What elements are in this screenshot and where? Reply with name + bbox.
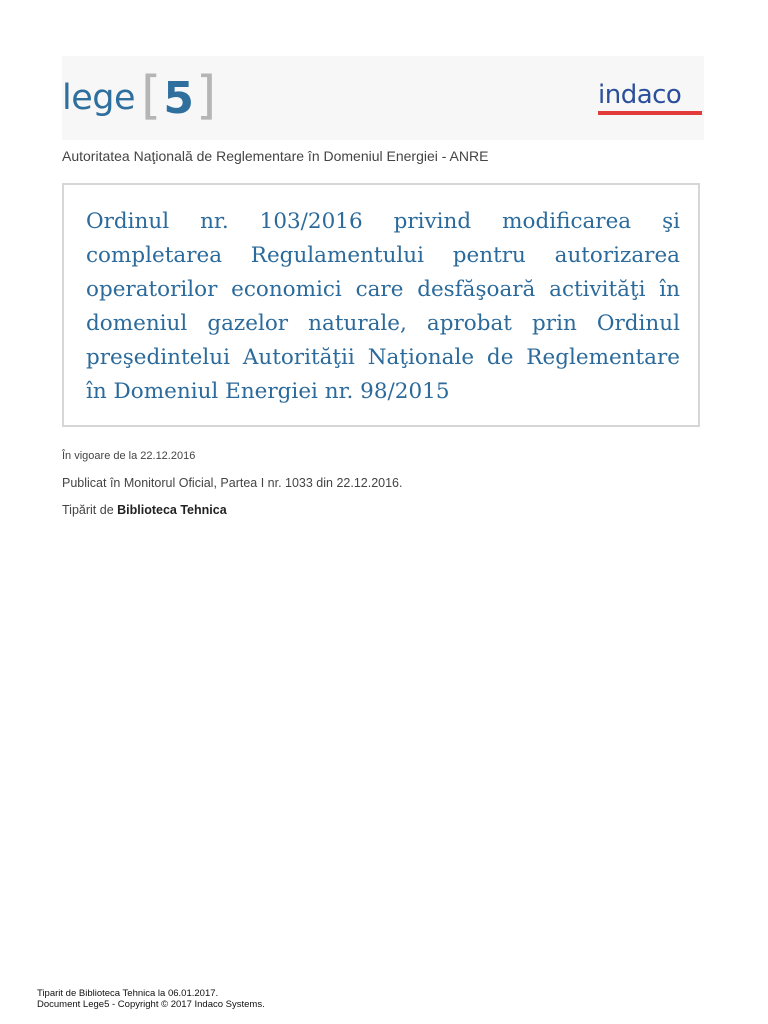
lege5-logo-word: lege [62, 78, 136, 118]
lege5-logo-bracket-close: ] [195, 66, 217, 126]
lege5-logo-number: 5 [163, 72, 194, 124]
issuing-authority: Autoritatea Naţională de Reglementare în Domeniul Energiei - ANRE [62, 148, 489, 164]
document-title-box [62, 183, 700, 427]
printed-by-prefix: Tipărit de [62, 503, 118, 517]
publication-info: Publicat în Monitorul Oficial, Partea I nr. 1033 din 22.12.2016. [62, 476, 403, 490]
indaco-logo-underline [598, 111, 702, 115]
printed-by-name: Biblioteca Tehnica [117, 503, 227, 517]
lege5-logo [62, 66, 217, 126]
lege5-logo-bracket-open: [ [141, 66, 162, 126]
footer-printed-line: Tiparit de Biblioteca Tehnica la 06.01.2017. [37, 988, 219, 999]
in-force-date: În vigoare de la 22.12.2016 [62, 450, 196, 462]
page-footer [37, 988, 265, 1010]
indaco-logo-word: indaco [598, 80, 682, 110]
printed-by [62, 503, 227, 517]
footer-copyright-line: Document Lege5 - Copyright © 2017 Indaco Systems. [37, 999, 265, 1010]
indaco-logo [598, 80, 704, 115]
document-title: Ordinul nr. 103/2016 privind modificarea şi completarea Regulamentului pentru autorizarea operatorilor economici care desfăşoară activităţi în domeniul gazelor naturale, aprobat prin Ordinul preşedintelui Autorităţii Naţionale de Reglementare în Domeniul Energiei nr. 98/2015 [86, 209, 680, 404]
